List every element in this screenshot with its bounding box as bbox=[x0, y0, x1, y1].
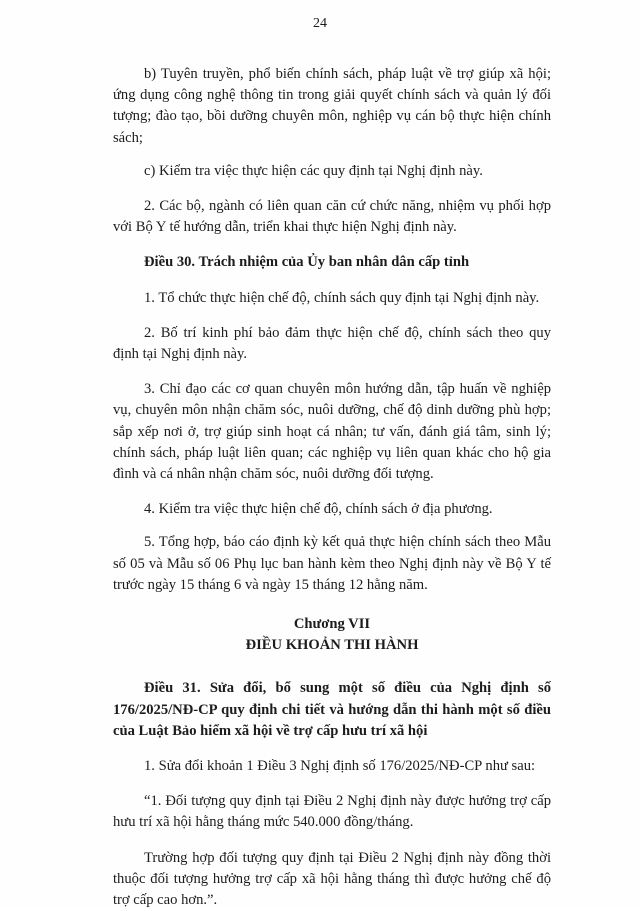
chapter-number: Chương VII bbox=[293, 616, 371, 633]
paragraph: 2. Các bộ, ngành có liên quan căn cứ chức năng, nhiệm vụ phối hợp với Bộ Y tế hướng dẫn, triển khai thực hiện Nghị định này. bbox=[113, 198, 551, 236]
paragraph: 1. Tổ chức thực hiện chế độ, chính sách quy định tại Nghị định này. bbox=[144, 289, 540, 306]
paragraph: “1. Đối tượng quy định tại Điều 2 Nghị định này được hưởng trợ cấp hưu trí xã hội hằng tháng mức 540.000 đồng/tháng. bbox=[113, 793, 551, 831]
document-body bbox=[113, 64, 551, 911]
article-heading: Điều 31. Sửa đổi, bổ sung một số điều của Nghị định số 176/2025/NĐ-CP quy định chi tiết và hướng dẫn thi hành một số điều của Luật Bảo hiểm xã hội về trợ cấp hưu trí xã hội bbox=[113, 680, 551, 739]
page-number: 24 bbox=[313, 16, 327, 31]
article-heading: Điều 30. Trách nhiệm của Ủy ban nhân dân cấp tỉnh bbox=[144, 254, 470, 271]
paragraph: Trường hợp đối tượng quy định tại Điều 2 Nghị định này đồng thời thuộc đối tượng hưởng trợ cấp xã hội hằng tháng thì được hưởng chế độ trợ cấp cao hơn.”. bbox=[113, 849, 551, 909]
paragraph: 4. Kiểm tra việc thực hiện chế độ, chính sách ở địa phương. bbox=[144, 501, 493, 518]
paragraph: 2. Bố trí kinh phí bảo đảm thực hiện chế độ, chính sách theo quy định tại Nghị định này. bbox=[113, 324, 551, 363]
chapter-title: ĐIỀU KHOẢN THI HÀNH bbox=[245, 637, 419, 654]
paragraph: 1. Sửa đổi khoản 1 Điều 3 Nghị định số 176/2025/NĐ-CP như sau: bbox=[144, 758, 536, 775]
paragraph: 3. Chỉ đạo các cơ quan chuyên môn hướng dẫn, tập huấn về nghiệp vụ, chuyên môn nhận chăm sóc, nuôi dưỡng, chế độ dinh dưỡng phù hợp; sắp xếp nơi ở, trợ giúp sinh hoạt cá nhân; tư vấn, đánh giá tâm, sinh lý; chính sách, pháp luật liên quan; các nghiệp vụ liên quan khác cho hộ gia đình và cá nhân nhận chăm sóc, nuôi dưỡng đối tượng. bbox=[113, 381, 551, 483]
paragraph: c) Kiểm tra việc thực hiện các quy định tại Nghị định này. bbox=[144, 162, 483, 179]
paragraph: b) Tuyên truyền, phổ biến chính sách, pháp luật về trợ giúp xã hội; ứng dụng công nghệ thông tin trong giải quyết chính sách và quản lý đối tượng; đào tạo, bồi dưỡng chuyên môn, nghiệp vụ cán bộ thực hiện chính sách; bbox=[113, 66, 551, 146]
paragraph: 5. Tổng hợp, báo cáo định kỳ kết quả thực hiện chính sách theo Mẫu số 05 và Mẫu số 06 Phụ lục ban hành kèm theo Nghị định này về Bộ Y tế trước ngày 15 tháng 6 và ngày 15 tháng 12 hằng năm. bbox=[113, 534, 551, 593]
